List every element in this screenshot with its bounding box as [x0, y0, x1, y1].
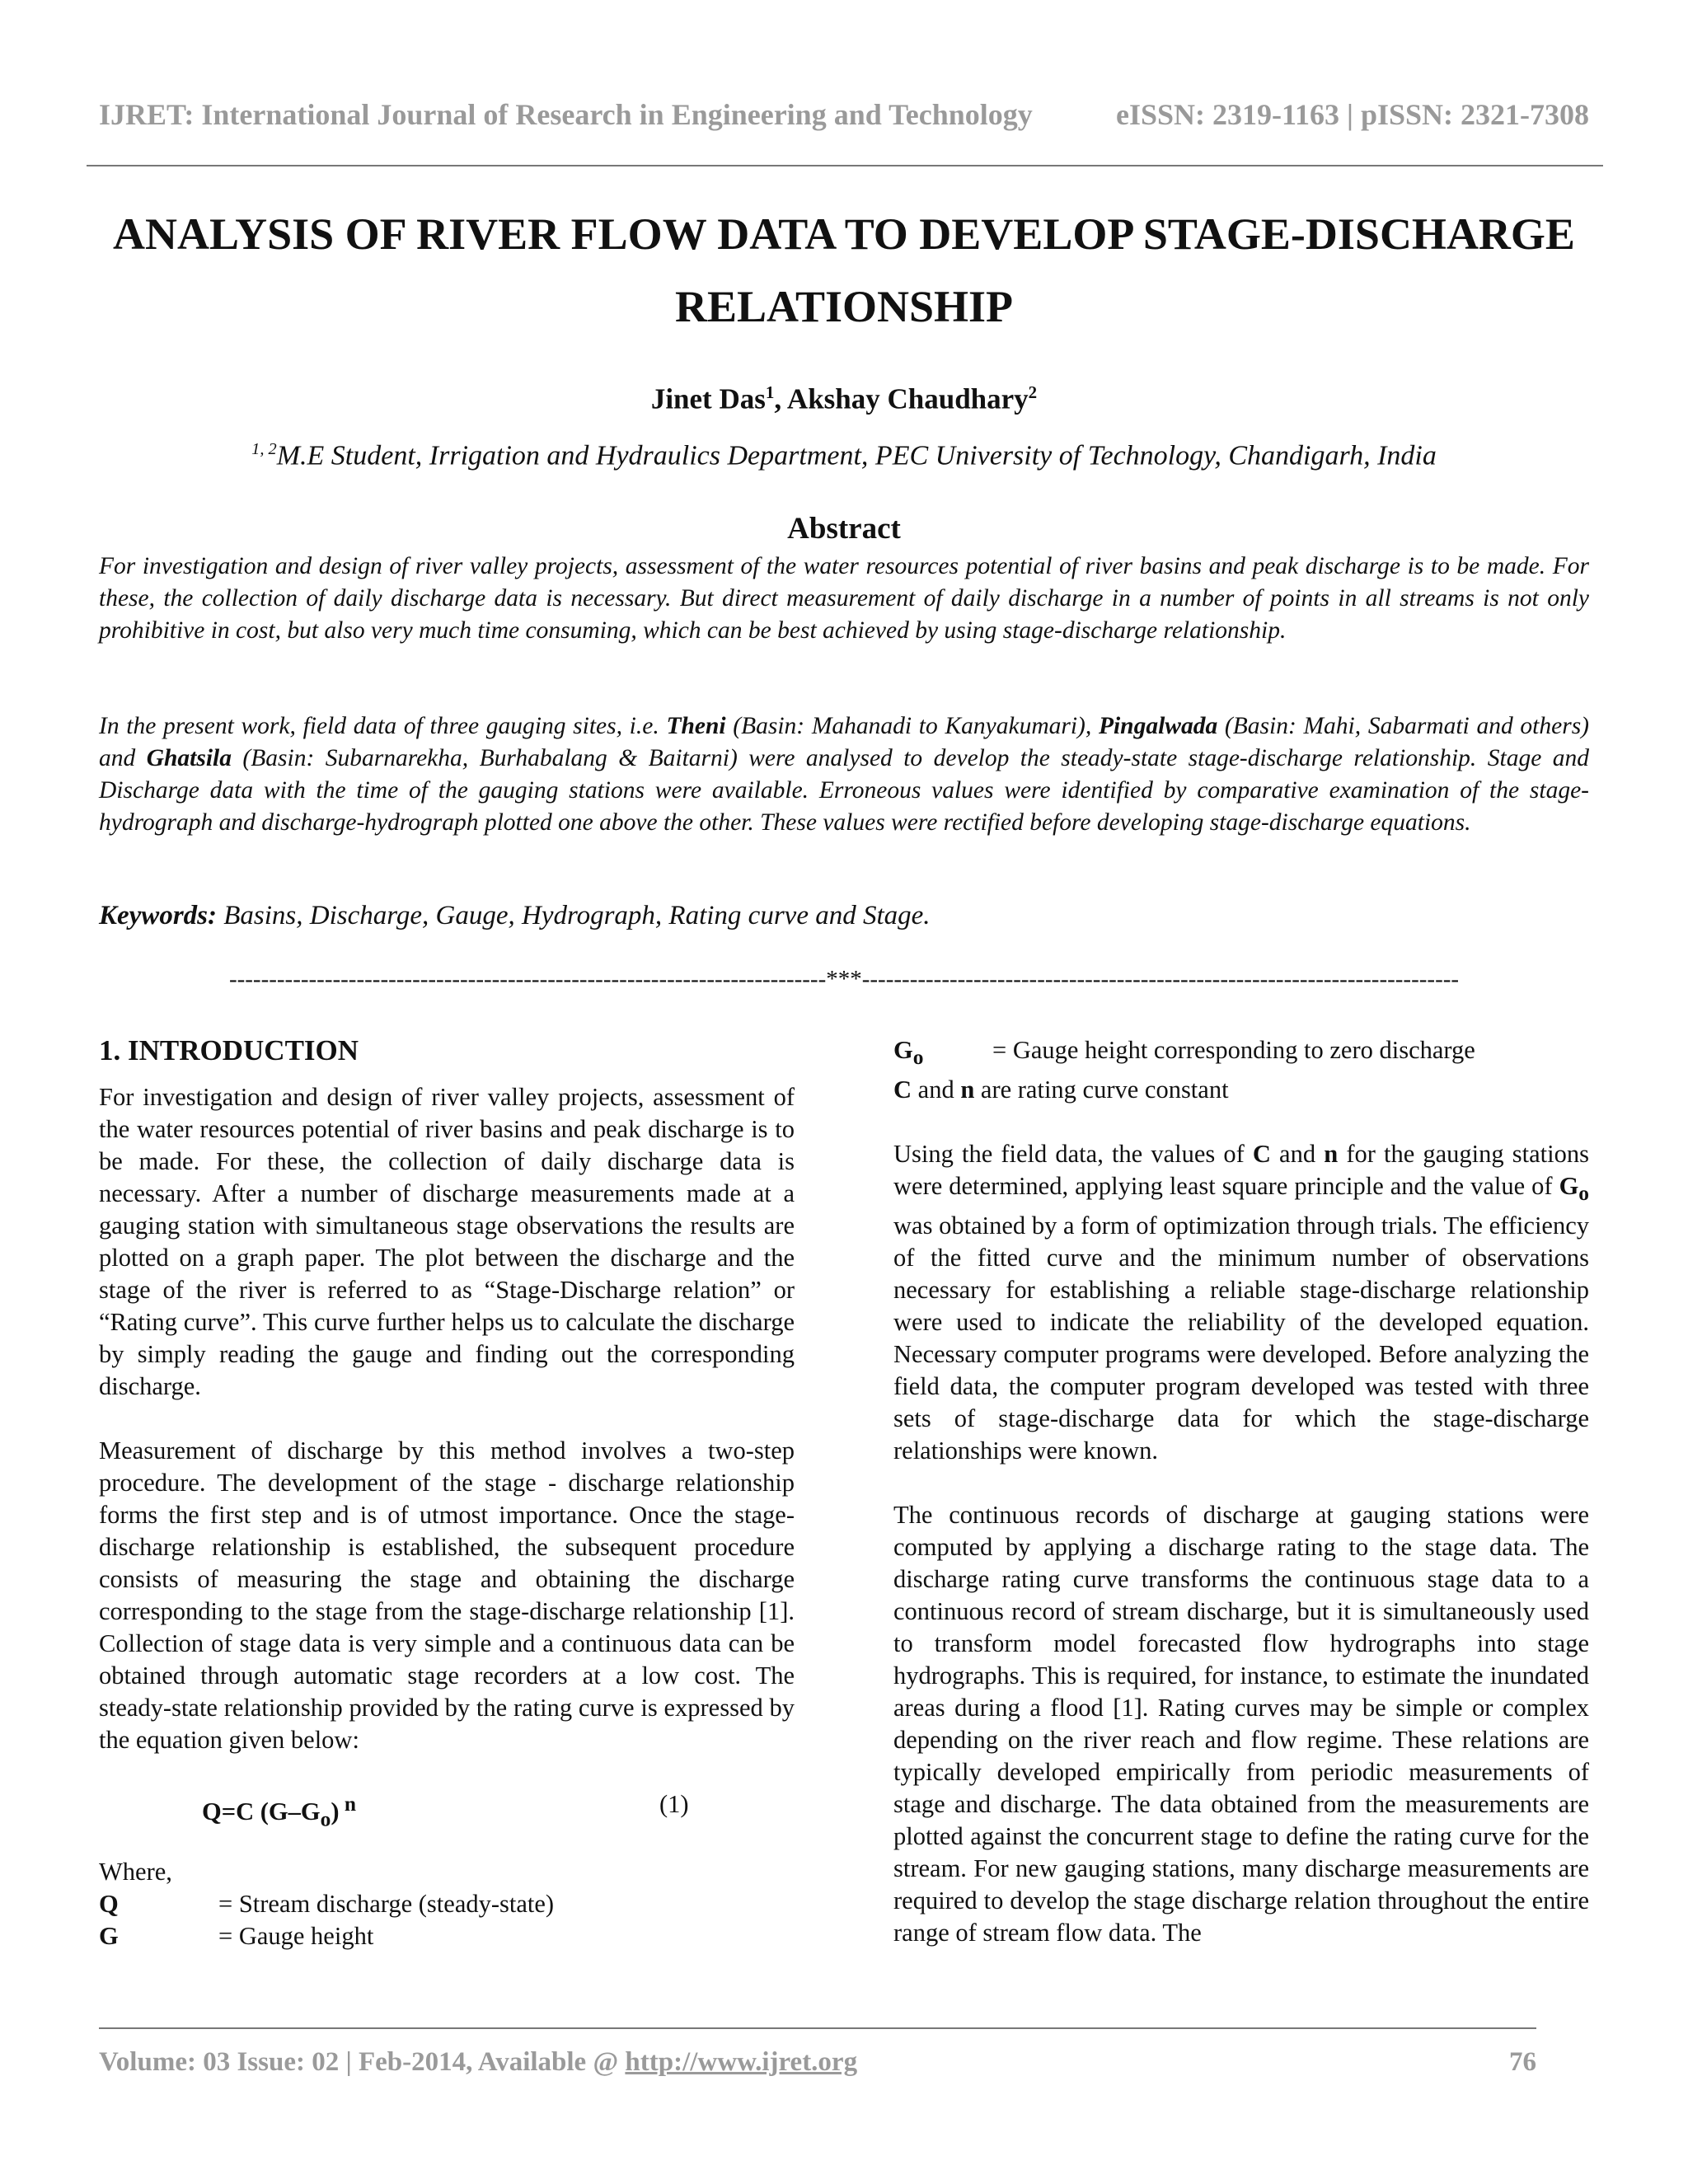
symbol-c-inline: C	[1252, 1140, 1271, 1169]
author-list	[0, 382, 1688, 416]
where-label: Where,	[99, 1858, 172, 1886]
and-text: and	[912, 1076, 961, 1104]
abstract-text: (Basin: Subarnarekha, Burhabalang & Baitarni) were analysed to develop the steady-state stage-discharge relationship. Stage and Discharge data with the time of the gauging stations were available. Erroneous values were identified by comparative examination of the stage-hydrograph and discharge-hydrograph plotted one above the other. These values were rectified before developing stage-discharge equations.	[99, 745, 1589, 836]
abstract-heading: Abstract	[787, 512, 901, 546]
author-1: Jinet Das	[650, 382, 766, 415]
affiliation-sup: 1, 2	[251, 440, 277, 458]
running-footer	[99, 2047, 1536, 2078]
symbol-g: G	[99, 1922, 119, 1950]
equation-1	[99, 1788, 795, 1831]
title-line-1: ANALYSIS OF RIVER FLOW DATA TO DEVELOP STAGE-DISCHARGE	[113, 209, 1575, 259]
page-number: 76	[1509, 2047, 1536, 2077]
right-paragraph-1	[893, 1138, 1589, 1467]
equation-formula	[202, 1788, 356, 1835]
issn-info: eISSN: 2319-1163 | pISSN: 2321-7308	[1116, 98, 1589, 131]
site-theni: Theni	[666, 713, 726, 739]
abstract-paragraph-1: For investigation and design of river valley projects, assessment of the water resources potential of river basins and peak discharge is to be made. For these, the collection of daily discharge data is necessary. But direct measurement of daily discharge in a number of points in all streams is not only prohibitive in cost, but also very much time consuming, which can be best achieved by using stage-discharge relationship.	[99, 553, 1589, 644]
symbol-g-subscript: o	[1578, 1182, 1589, 1206]
abstract-text: In the present work, field data of three gauging sites, i.e.	[99, 713, 667, 739]
section-heading-introduction: 1. INTRODUCTION	[99, 1034, 359, 1066]
symbol-g-inline: G	[1559, 1172, 1579, 1201]
intro-paragraph-1: For investigation and design of river valley projects, assessment of the water resources potential of river basins and peak discharge is to be made. For these, the collection of daily discharge data is necessary. After a number of discharge measurements made at a gauging station with simultaneous stage observations the results are plotted on a graph paper. The plot between the discharge and the stage of the river is referred to as “Stage-Discharge relation” or “Rating curve”. This curve further helps us to calculate the discharge by simply reading the gauge and finding out the corresponding discharge.	[99, 1083, 795, 1400]
author-1-sup: 1	[765, 382, 775, 402]
header-rule	[87, 165, 1603, 166]
author-separator: ,	[774, 382, 787, 415]
paper-title	[82, 198, 1606, 343]
journal-name: IJRET: International Journal of Research in Engineering and Technology	[99, 98, 1033, 131]
author-2-sup: 2	[1028, 382, 1038, 402]
footer-rule	[99, 2027, 1536, 2029]
abstract-text: (Basin: Mahi, Sabarmati and others) and	[99, 713, 1589, 771]
symbol-q: Q	[99, 1890, 119, 1918]
author-2: Akshay Chaudhary	[786, 382, 1029, 415]
keywords	[99, 901, 1589, 931]
equation-main: Q=C (G–G	[202, 1797, 321, 1826]
definition-g: = Gauge height	[218, 1922, 374, 1950]
title-line-2: RELATIONSHIP	[674, 282, 1014, 331]
symbol-g0-subscript: o	[912, 1046, 924, 1070]
symbol-g0	[893, 1034, 992, 1074]
abstract-paragraph-2	[99, 710, 1589, 839]
definition-c-n	[893, 1074, 1589, 1106]
definition-c-n-text: are rating curve constant	[974, 1076, 1229, 1104]
symbol-n-inline: n	[1324, 1140, 1339, 1169]
definition-q: = Stream discharge (steady-state)	[218, 1890, 555, 1918]
equation-number: (1)	[659, 1790, 689, 1818]
symbol-g0-letter: G	[893, 1036, 913, 1064]
equation-close: )	[331, 1797, 340, 1826]
left-column	[99, 1034, 795, 1952]
symbol-n: n	[960, 1076, 975, 1104]
abstract-text: (Basin: Mahanadi to Kanyakumari),	[725, 713, 1099, 739]
keywords-label: Keywords:	[99, 901, 217, 930]
section-separator: ---------------------------------------------------------------------------***---------------------------------------------------------------------------	[228, 966, 1460, 992]
site-pingalwada: Pingalwada	[1098, 713, 1218, 739]
footer-volume	[99, 2047, 857, 2078]
affiliation-text: M.E Student, Irrigation and Hydraulics Department, PEC University of Technology, Chandigarh, India	[276, 440, 1437, 471]
keywords-text: Basins, Discharge, Gauge, Hydrograph, Rating curve and Stage.	[217, 901, 931, 930]
paragraph-text: Using the field data, the values of	[893, 1140, 1253, 1169]
footer-volume-text: Volume: 03 Issue: 02 | Feb-2014, Available @	[99, 2047, 626, 2077]
definition-g0: = Gauge height corresponding to zero discharge	[992, 1036, 1475, 1064]
affiliation	[0, 440, 1688, 471]
paragraph-text: for the gauging stations were determined, applying least square principle and the value of	[893, 1140, 1589, 1201]
right-paragraph-2: The continuous records of discharge at gauging stations were computed by applying a discharge rating to the stage data. The discharge rating curve transforms the continuous stage data to a continuous record of stream discharge, but it is simultaneously used to transform model forecasted flow hydrographs into stage hydrographs. This is required, for instance, to estimate the inundated areas during a flood [1]. Rating curves may be simple or complex depending on the river reach and flow regime. These relations are typically developed empirically from periodic measurements of stage and discharge. The data obtained from the measurements are plotted against the concurrent stage to define the rating curve for the stream. For new gauging stations, many discharge measurements are required to develop the stage discharge relation throughout the entire range of stream flow data. The	[893, 1501, 1589, 1947]
running-header	[99, 97, 1589, 132]
paragraph-text: was obtained by a form of optimization through trials. The efficiency of the fitted curve and the minimum number of observations necessary for establishing a reliable stage-discharge relationship were used to indicate the reliability of the developed equation. Necessary computer programs were developed. Before analyzing the field data, the computer program developed was tested with three sets of stage-discharge data for which the stage-discharge relationships were known.	[893, 1212, 1589, 1465]
symbol-row-q	[99, 1888, 795, 1920]
symbol-row-g	[99, 1920, 795, 1952]
equation-exponent: n	[339, 1793, 356, 1816]
symbol-c: C	[893, 1076, 912, 1104]
right-column	[893, 1034, 1589, 1981]
equation-subscript: o	[320, 1807, 331, 1831]
symbol-g0-inline	[1559, 1172, 1589, 1206]
journal-link[interactable]: http://www.ijret.org	[625, 2047, 858, 2077]
symbol-row-g0	[893, 1034, 1589, 1074]
intro-paragraph-2: Measurement of discharge by this method involves a two-step procedure. The development of the stage - discharge relationship forms the first step and is of utmost importance. Once the stage-discharge relationship is established, the subsequent procedure consists of measuring the stage and obtaining the discharge corresponding to the stage from the stage-discharge relationship [1]. Collection of stage data is very simple and a continuous data can be obtained through automatic stage recorders at a low cost. The steady-state relationship provided by the rating curve is expressed by the equation given below:	[99, 1436, 795, 1754]
paragraph-text: and	[1270, 1140, 1325, 1169]
site-ghatsila: Ghatsila	[146, 745, 232, 771]
